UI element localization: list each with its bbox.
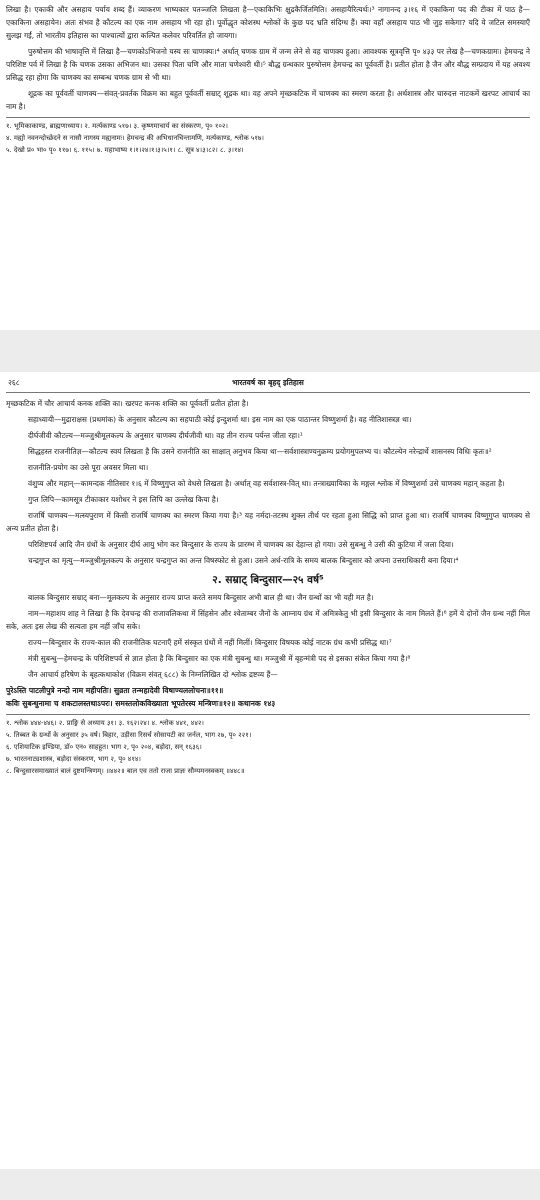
footnote-separator: [6, 714, 530, 715]
upper-footnotes: [6, 120, 530, 156]
paragraph: सिद्धहस्त राजनीतिज्ञ—कौटल्य स्वयं लिखता है कि उसने राजनीति का साक्षात् अनुभव किया था—सर्वशास्त्राण्यनुक्रम्य प्रयोगमुपलभ्य च। कौटल्येन नरेन्द्रार्थे शासनस्य विधिः कृतः॥²: [28, 447, 492, 456]
paragraph: चन्द्रगुप्त का मृत्यु—मञ्जुश्रीमूलकल्प के अनुसार चन्द्रगुप्त का अन्त विषस्फोट से हुआ। उसने अर्ध-रात्रि के समय बालक बिन्दुसार को अपना उत्तराधिकारी बना दिया।⁴: [28, 556, 459, 565]
paragraph: शूद्रक का पूर्ववर्ती चाणक्य—संवत्-प्रवर्तक विक्रम का बहुत पूर्ववर्ती सम्राट् शूद्रक था। वह अपने मृच्छकटिक में चाणक्य का स्मरण करता है। अर्थशास्त्र और चारुदत्त नाटकमें खरपट आचार्य का नाम है।: [6, 89, 530, 111]
running-header: [6, 376, 530, 392]
page-gap: [0, 1169, 540, 1200]
verse-line: पुरेऽस्ति पाटलीपुत्रे नन्दो नाम महीपतिः। सुव्रता तन्महादेवी विषाण्यललोचना॥११॥: [6, 686, 224, 695]
paragraph: पुरुषोत्तम की भाषावृत्ति में लिखा है—चणकोऽभिजनो यस्य सः चाणक्यः।⁴ अर्थात् चणक ग्राम में जन्म लेने से वह चाणक्य हुआ। आवश्यक सूत्रवृत्ति पृ० ४३३ पर लेख है—चणकग्रामः। हेमचन्द्र ने परिशिष्ट पर्व में लिखा है कि चणक उसका अभिजन था। उसका पिता चणि और माता चणेश्वरी थी।⁵ बौद्ध ग्रन्थकार पुरुषोत्तम हेमचन्द्र का पूर्ववर्ती है। प्रतीत होता है जैन और बौद्ध सम्प्रदाय में यह अवश्य प्रसिद्ध रहा होगा कि चाणक्य का सम्बन्ध चणक ग्राम से भी था।: [6, 47, 530, 82]
lower-page-body-a: [6, 397, 530, 567]
upper-page-fragment: [0, 0, 540, 330]
page-gap: [0, 330, 540, 372]
footnote-line: १. श्लोक ४४४-४४६। २. प्राङ्गि से अध्याय ३१। ३. १६२।२४। ४. श्लोक ४४१, ४४२।: [6, 719, 204, 727]
paragraph: सहाध्यायी—मुद्राराक्षस (प्रथमांक) के अनुसार कौटल्य का सहपाठी कोई इन्दुशर्मा था। इस नाम का एक पाठान्तर विष्णुशर्मा है। वह नीतिशास्त्रज्ञ था।: [28, 415, 412, 424]
lower-page: [0, 372, 540, 1169]
section-heading: २. सम्राट् बिन्दुसार—२५ वर्ष⁵: [212, 574, 324, 586]
lower-footnotes: [6, 717, 530, 777]
paragraph: मृच्छकटिक में चौर आचार्य कनक शक्ति का। खरपट कनक शक्ति का पूर्ववर्ती प्रतीत होता है।: [6, 399, 249, 408]
paragraph: जैन आचार्य हरिषेण के बृहत्कथाकोश (विक्रम संवत् ६८८) के निम्नलिखित दो श्लोक द्रष्टव्य हैं—: [28, 670, 278, 679]
lower-page-body-b: [6, 591, 530, 710]
verse-line: कविः सुबन्धुनामा च शकटालस्तथाऽपरः। समस्तलोकविख्याता भूपतेरस्य मन्त्रिणः॥१२॥ कथानक १४३: [6, 699, 276, 708]
upper-page-body: [6, 3, 530, 113]
paragraph: राज्य—बिन्दुसार के राज्य-काल की राजनीतिक घटनाएँ हमें संस्कृत ग्रंथों में नहीं मिलीं। बिन्दुसार विषयक कोई नाटक ग्रंथ कभी प्रसिद्ध था।⁷: [28, 638, 392, 647]
paragraph: राजर्षि चाणक्य—मत्स्यपुराण में किसी राजर्षि चाणक्य का स्मरण किया गया है।³ यह नर्मदा-तटस्थ शुक्ल तीर्थ पर रहता हुआ सिद्धि को प्राप्त हुआ था। राजर्षि चाणक्य विष्णुगुप्त चाणक्य से अन्य प्रतीत होता है।: [6, 511, 530, 533]
footnote-line: ५. तिब्बत के ग्रन्थों के अनुसार ३५ वर्ष। बिहार, उड़ीसा रिसर्च सोसायटी का जर्नल, भाग २७, पृ० २२१।: [6, 731, 252, 739]
paragraph: नाम—महाशय शाह ने लिखा है कि देवचन्द्र की राजावलिकथा में सिंहसेन और श्वेताम्बर जैनों के आम्नाय ग्रंथ में अमित्रकेतु भी इसी बिन्दुसार के नाम मिलते हैं।⁶ हमें ये दोनों जैन ग्रन्थ नहीं मिल सके, अतः इस लेख की सत्यता हम नहीं जाँच सके।: [6, 609, 530, 631]
paragraph: दीर्घजीवी कौटल्य—मञ्जुश्रीमूलकल्प के अनुसार चाणक्य दीर्घजीवी था। वह तीन राज्य पर्यन्त जीता रहा।¹: [28, 431, 303, 440]
paragraph: मंत्री सुबन्धु—हेमचन्द्र के परिशिष्टपर्व से ज्ञात होता है कि बिन्दुसार का एक मंत्री सुबन्धु था। मञ्जुश्री में बृहन्मंत्री पद से इसका संकेत किया गया है।⁸: [28, 654, 411, 663]
footnote-line: ७. भारतनाट्यशास्त्र, बड़ोदा संस्करण, भाग २, पृ० ४१४।: [6, 755, 141, 763]
footnote-line: ४. मह्यो नवनन्दोच्छेदने स नासौ नागस्य मह्यनामः। हेमचन्द्र की अभिधानचिन्तामणि, मर्त्यकाण्ड, श्लोक ५१७।: [6, 134, 265, 142]
footnote-line: ८. बिन्दुसारसमाख्यातं बालं दुष्टमन्त्रिणम्। ॥४४२॥ बाल एव ततो राजा प्राज्ञः सौम्यमनस्वकम् ॥४४८॥: [6, 767, 245, 775]
footnote-separator: [6, 117, 530, 118]
paragraph: गुप्त लिपि—कामसूत्र टीकाकार यशोधर ने इस लिपि का उल्लेख किया है।: [28, 495, 219, 504]
paragraph: वंशुप्य और महान्—कामन्दक नीतिसार १।६ में विष्णुगुप्त को वेधसे लिखता है। अर्थात् वह सर्वशास्त्र-वित् था। तन्त्राख्यायिका के मङ्गल श्लोक में विष्णुशर्मा उसे चाणक्य महान् कहता है।: [28, 479, 505, 488]
footnote-line: १. भूमिकाकाण्ड, ब्राह्मणाध्याय। २. मर्त्यकाण्ड ५१७। ३. कृष्णमाचार्य का संस्करण, पृ० १०२।: [6, 122, 229, 130]
paragraph: लिखा है। एकाकी और असहाय पर्याय शब्द हैं। व्याकरण भाष्यकार पतञ्जलि लिखता है—एकाकिभिः क्षुद्रकैर्जितमिति। असहायैरित्यर्थः।³ नागानन्द ३।१६ में एकाकिना पद की टीका में पाठ है—एकाकिना असहायेन। अतः संभव है कौटल्य का एक नाम असहाय भी रहा हो। पूर्वोद्धृत कोशस्थ श्लोकों के कुछ पद भ्रति संदिग्ध हैं। क्या वहाँ असहाय पाठ भी जुड़ सकेगा? यदि ये जटिल समस्याएँ सुलझ गईं, तो भारतीय इतिहास का पाश्चात्यों द्वारा कल्पित कलेवर परिवर्तित हो जायगा।: [6, 5, 530, 40]
footnote-line: ६. एशियाटिक इण्डिया, डॉ० एन० साहहूत। भाग २, पृ० २०४, बड़ोदा, सन् १६३६।: [6, 743, 202, 751]
paragraph: बालक बिन्दुसार सम्राट् बना—मूलकल्प के अनुसार राज्य प्राप्त करते समय बिन्दुसार अभी बाल ही था। जैन ग्रन्थों का भी यही मत है।: [28, 593, 374, 602]
paragraph: राजनीति-प्रयोग का उसे पूरा अवसर मिला था।: [28, 463, 149, 472]
page-number: २६८: [8, 378, 20, 387]
header-rule: [6, 392, 530, 393]
running-title: भारतवर्ष का बृहद् इतिहास: [232, 378, 304, 387]
footnote-line: ५. देखो प्र० भा० पृ० ११७। ६. ११५। ७. महाभाष्य १।१।२४।१।३।५।१। ८. सूत्र ४।३।८२। ८. ३।१४।: [6, 146, 244, 154]
paragraph: परिशिष्टपर्व आदि जैन ग्रंथों के अनुसार दीर्घ आयु भोग कर बिन्दुसार के राज्य के प्रारम्भ में चाणक्य का देहान्त हो गया। उसे सुबन्धु ने उसी की कुटिया में जला दिया।: [28, 540, 454, 549]
